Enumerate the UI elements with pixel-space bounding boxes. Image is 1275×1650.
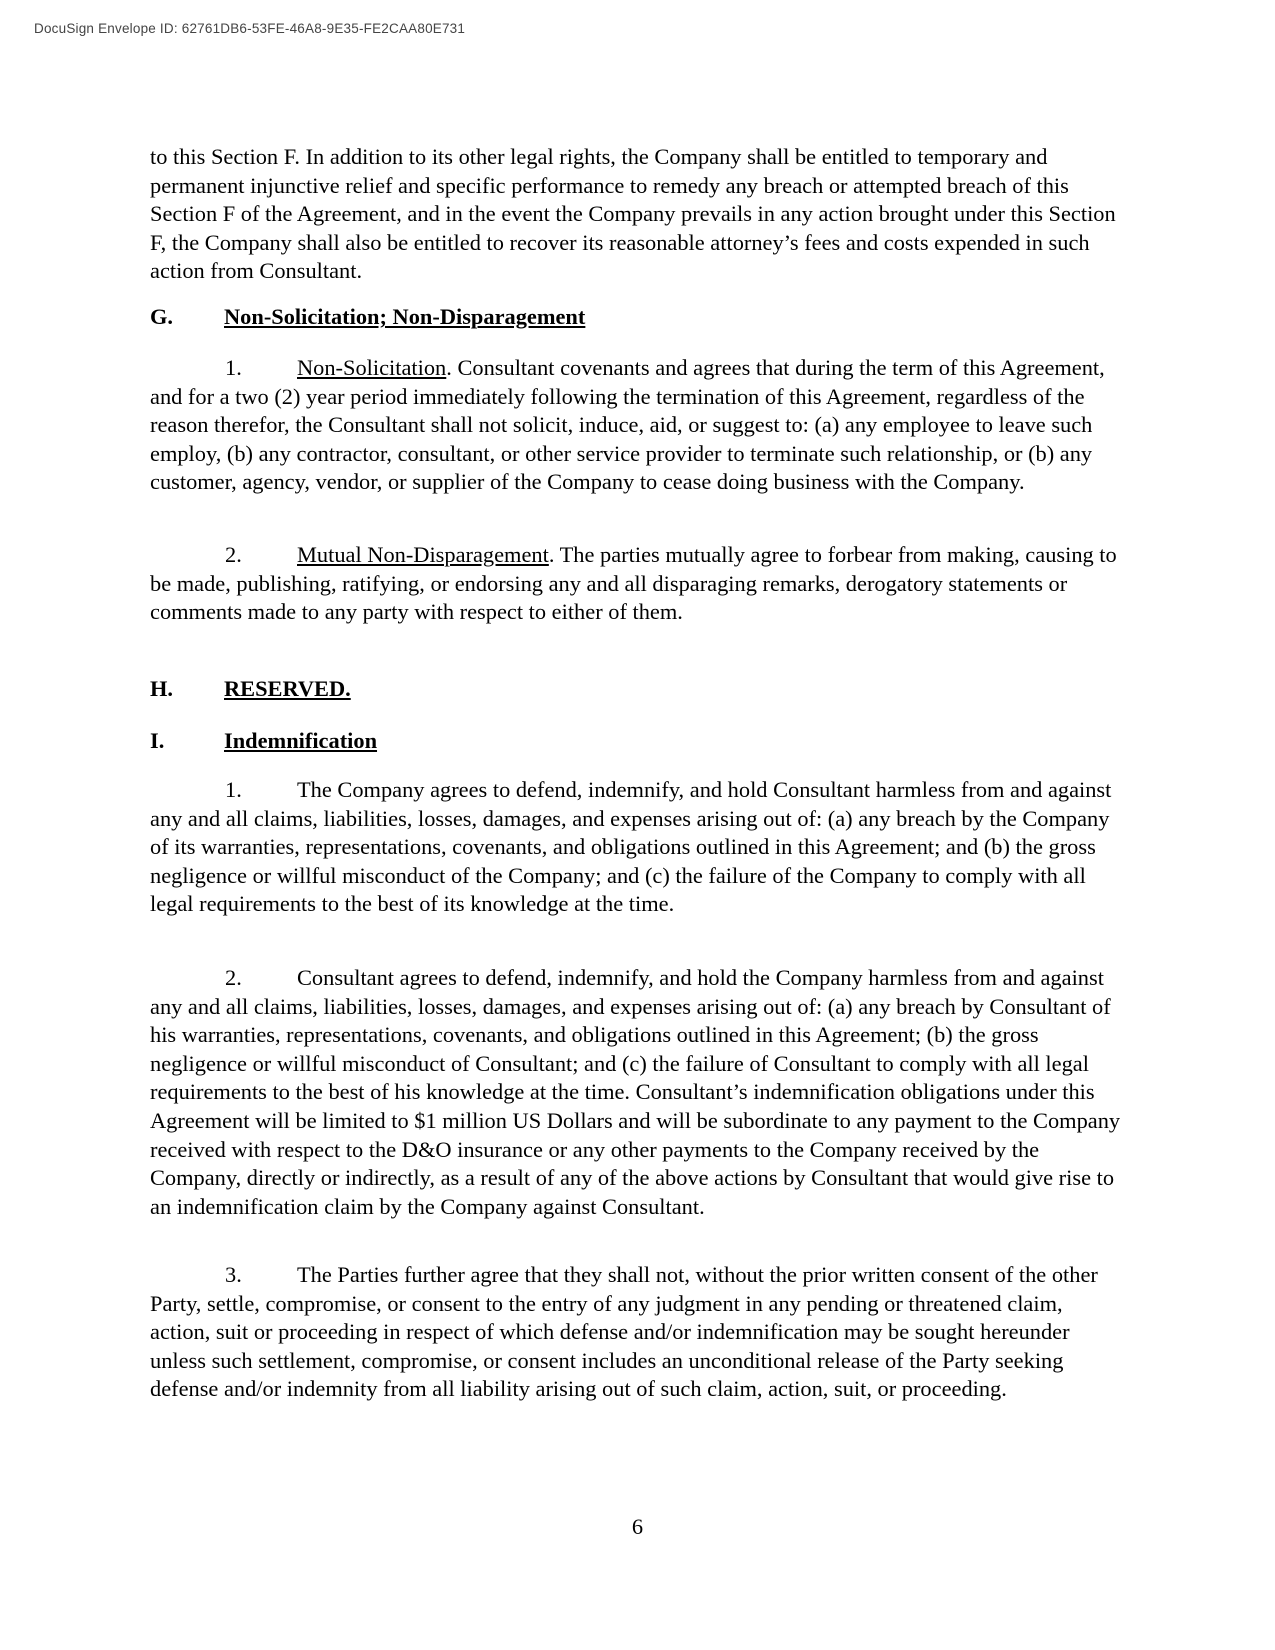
section-i-item-1-number: 1. xyxy=(225,777,242,802)
docusign-envelope-id: DocuSign Envelope ID: 62761DB6-53FE-46A8-9E35-FE2CAA80E731 xyxy=(34,21,466,36)
section-f-continuation xyxy=(150,143,1125,286)
section-i-item-3-number: 3. xyxy=(225,1262,242,1287)
section-i-letter: I. xyxy=(150,728,165,753)
section-i-item-3 xyxy=(150,1261,1125,1404)
section-g-item-2-text: . The parties mutually agree to forbear from making, causing to be made, publishing, ratifying, or endorsing any and all disparaging remarks, derogatory statements or comments made to any party with respect to either of them. xyxy=(150,542,1117,625)
section-i-item-2-number: 2. xyxy=(225,965,242,990)
section-i-heading xyxy=(150,727,377,755)
section-g-item-1-subtitle: Non-Solicitation xyxy=(297,355,447,380)
section-g-item-2 xyxy=(150,541,1125,627)
section-i-item-3-text: The Parties further agree that they shall not, without the prior written consent of the other Party, settle, compromise, or consent to the entry of any judgment in any pending or threatened claim, action, suit or proceeding in respect of which defense and/or indemnification may be sought hereunder unless such settlement, compromise, or consent includes an unconditional release of the Party seeking defense and/or indemnity from all liability arising out of such claim, action, suit, or proceeding. xyxy=(150,1262,1098,1402)
section-i-item-2-text: Consultant agrees to defend, indemnify, and hold the Company harmless from and against any and all claims, liabilities, losses, damages, and expenses arising out of: (a) any breach by Consultant of his warranties, representations, covenants, and obligations outlined in this Agreement; (b) the gross negligence or willful misconduct of Consultant; and (c) the failure of Consultant to comply with all legal requirements to the best of his knowledge at the time. Consultant’s indemnification obligations under this Agreement will be limited to $1 million US Dollars and will be subordinate to any payment to the Company received with respect to the D&O insurance or any other payments to the Company received by the Company, directly or indirectly, as a result of any of the above actions by Consultant that would give rise to an indemnification claim by the Company against Consultant. xyxy=(150,965,1121,1219)
section-h-title: RESERVED. xyxy=(224,676,351,701)
section-i-item-2 xyxy=(150,964,1125,1221)
section-g-heading xyxy=(150,303,585,331)
section-g-item-1 xyxy=(150,354,1125,497)
section-i-item-1-text: The Company agrees to defend, indemnify, and hold Consultant harmless from and against any and all claims, liabilities, losses, damages, and expenses arising out of: (a) any breach by the Company of its warranties, representations, covenants, and obligations outlined in this Agreement; and (b) the gross negligence or willful misconduct of the Company; and (c) the failure of the Company to comply with all legal requirements to the best of its knowledge at the time. xyxy=(150,777,1112,917)
section-i-item-1 xyxy=(150,776,1125,919)
section-g-item-2-subtitle: Mutual Non-Disparagement xyxy=(297,542,549,567)
page-number: 6 xyxy=(631,1514,644,1539)
section-g-item-1-text: . Consultant covenants and agrees that during the term of this Agreement, and for a two (2) year period immediately following the termination of this Agreement, regardless of the reason therefor, the Consultant shall not solicit, induce, aid, or suggest to: (a) any employee to leave such employ, (b) any contractor, consultant, or other service provider to terminate such relationship, or (b) any customer, agency, vendor, or supplier of the Company to cease doing business with the Company. xyxy=(150,355,1105,495)
section-g-item-2-number: 2. xyxy=(225,542,242,567)
section-i-title: Indemnification xyxy=(224,728,378,753)
section-h-letter: H. xyxy=(150,676,174,701)
section-g-letter: G. xyxy=(150,304,174,329)
intro-paragraph: to this Section F. In addition to its other legal rights, the Company shall be entitled to temporary and permanent injunctive relief and specific performance to remedy any breach or attempted breach of this Section F of the Agreement, and in the event the Company prevails in any action brought under this Section F, the Company shall also be entitled to recover its reasonable attorney’s fees and costs expended in such action from Consultant. xyxy=(150,144,1116,284)
section-g-item-1-number: 1. xyxy=(225,355,242,380)
section-g-title: Non-Solicitation; Non-Disparagement xyxy=(224,304,586,329)
section-h-heading xyxy=(150,675,351,703)
